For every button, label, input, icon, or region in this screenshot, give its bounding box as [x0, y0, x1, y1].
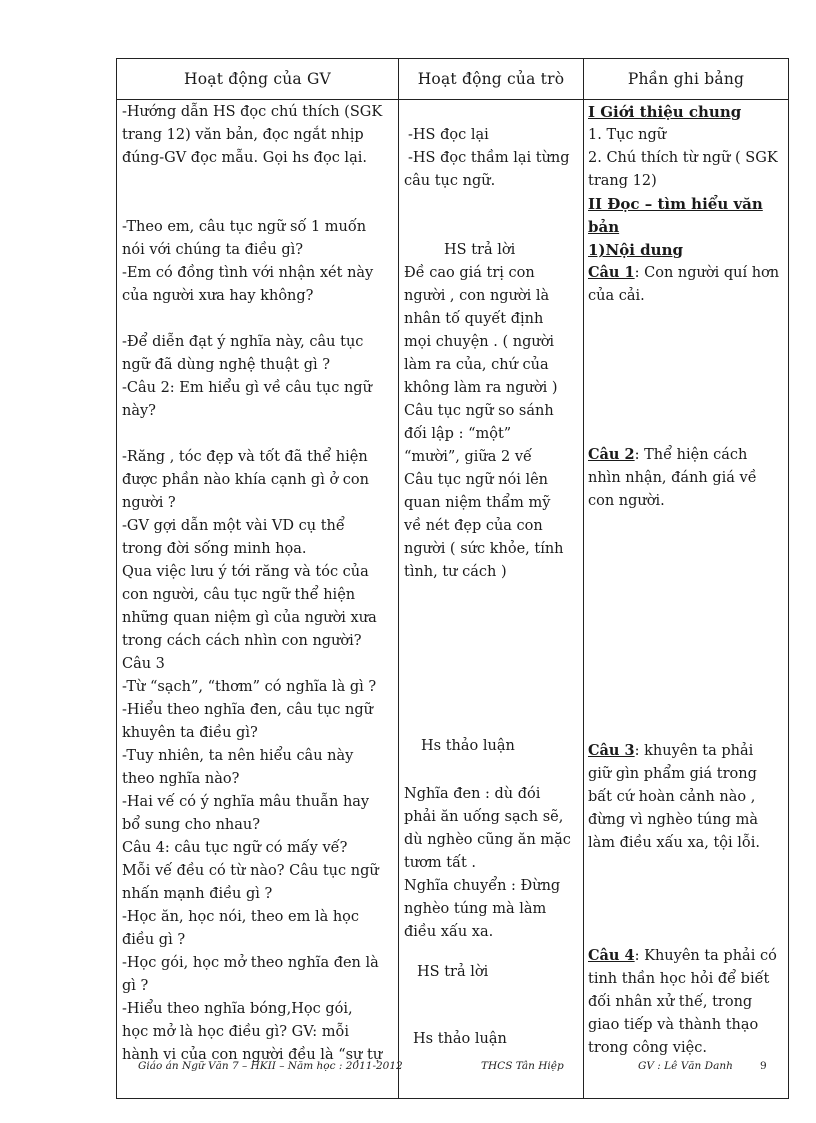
- note-cau3: [588, 741, 753, 761]
- student-line: dù nghèo cũng ăn mặc: [404, 832, 571, 848]
- teacher-line: học mở là học điều gì? GV: mỗi: [122, 1024, 350, 1040]
- note-line: trong công việc.: [588, 1040, 707, 1056]
- content-title: 1)Nội dung: [588, 241, 683, 259]
- note-line: 2. Chú thích từ ngữ ( SGK: [588, 150, 778, 166]
- footer-school: THCS Tân Hiệp: [481, 1060, 564, 1072]
- note-line: nhìn nhận, đánh giá về: [588, 470, 757, 486]
- teacher-line: ngữ đã dùng nghệ thuật gì ?: [122, 357, 330, 373]
- cau1-label: Câu 1: [588, 264, 635, 281]
- note-line: con người.: [588, 493, 665, 509]
- teacher-line: khuyên ta điều gì?: [122, 725, 258, 741]
- student-line: HS trả lời: [417, 964, 489, 980]
- teacher-line: người ?: [122, 495, 176, 511]
- cau1-text: : Con người quí hơn: [634, 265, 780, 281]
- teacher-line: Qua việc lưu ý tới răng và tóc của: [122, 564, 369, 580]
- teacher-line: -Học gói, học mở theo nghĩa đen là: [122, 955, 379, 971]
- note-line: đừng vì nghèo túng mà: [588, 812, 758, 828]
- teacher-line: điều gì ?: [122, 932, 186, 948]
- teacher-line: -Răng , tóc đẹp và tốt đã thể hiện: [122, 449, 368, 465]
- footer-lesson-info: Giáo án Ngữ Văn 7 – HKII – Năm học : 2011-2012: [138, 1060, 403, 1072]
- teacher-line: Câu 4: câu tục ngữ có mấy vế?: [122, 840, 348, 856]
- teacher-line: này?: [122, 403, 156, 419]
- teacher-line: con người, câu tục ngữ thể hiện: [122, 587, 356, 603]
- footer-teacher: GV : Lê Văn Danh: [638, 1060, 733, 1072]
- section-intro-title: I Giới thiệu chung: [588, 103, 742, 121]
- student-line: tình, tư cách ): [404, 564, 507, 580]
- student-line: nghèo túng mà làm: [404, 901, 547, 917]
- student-line: Câu tục ngữ nói lên: [404, 472, 549, 488]
- section-reading-title-cont: bản: [588, 218, 620, 236]
- lesson-plan-table: [116, 58, 789, 1099]
- board-notes-column: [584, 100, 788, 1098]
- teacher-line: Mỗi vế đều có từ nào? Câu tục ngữ: [122, 863, 379, 879]
- teacher-line: Câu 3: [122, 656, 165, 672]
- note-line: bất cứ hoàn cảnh nào ,: [588, 789, 756, 805]
- student-line: không làm ra người ): [404, 380, 558, 396]
- teacher-line: gì ?: [122, 978, 149, 994]
- note-line: trang 12): [588, 173, 657, 189]
- teacher-line: -Theo em, câu tục ngữ số 1 muốn: [122, 219, 367, 235]
- student-line: Nghĩa chuyển : Đừng: [404, 878, 561, 894]
- teacher-line: -Để diễn đạt ý nghĩa này, câu tục: [122, 334, 364, 350]
- note-cau4: [588, 946, 777, 966]
- student-line: đối lập : “một”: [404, 426, 512, 442]
- teacher-activity-cell: [117, 100, 399, 1099]
- student-line: -HS đọc lại: [408, 127, 489, 143]
- cau3-text: : khuyên ta phải: [634, 743, 754, 759]
- table-body-row: [117, 100, 789, 1099]
- teacher-line: -Hướng dẫn HS đọc chú thích (SGK: [122, 104, 383, 120]
- teacher-line: được phần nào khía cạnh gì ở con: [122, 472, 369, 488]
- note-cau1: [588, 263, 779, 283]
- student-line: Hs thảo luận: [421, 738, 515, 754]
- cau3-label: Câu 3: [588, 742, 635, 759]
- header-board-notes: Phần ghi bảng: [584, 59, 789, 100]
- student-line: HS trả lời: [444, 242, 516, 258]
- teacher-line: trong đời sống minh họa.: [122, 541, 307, 557]
- student-line: về nét đẹp của con: [404, 518, 543, 534]
- cau4-text: : Khuyên ta phải có: [634, 948, 777, 964]
- student-line: người ( sức khỏe, tính: [404, 541, 564, 557]
- header-teacher-activity: Hoạt động của GV: [117, 59, 399, 100]
- student-line: làm ra của, chứ của: [404, 357, 549, 373]
- teacher-line: hành vi của con người đều là “sự tự: [122, 1047, 383, 1063]
- student-line: -HS đọc thầm lại từng: [408, 150, 570, 166]
- teacher-line: trong cách cách nhìn con người?: [122, 633, 362, 649]
- teacher-line: -Câu 2: Em hiểu gì về câu tục ngữ: [122, 380, 372, 396]
- section-reading-title: II Đọc – tìm hiểu văn: [588, 195, 763, 213]
- teacher-line: -Học ăn, học nói, theo em là học: [122, 909, 360, 925]
- teacher-line: trang 12) văn bản, đọc ngắt nhịp: [122, 127, 364, 143]
- student-line: “mười”, giữa 2 vế: [404, 449, 532, 465]
- teacher-line: những quan niệm gì của người xưa: [122, 610, 377, 626]
- teacher-line: bổ sung cho nhau?: [122, 817, 261, 833]
- board-notes-cell: [584, 100, 789, 1099]
- student-line: quan niệm thẩm mỹ: [404, 495, 551, 511]
- teacher-line: đúng-GV đọc mẫu. Gọi hs đọc lại.: [122, 150, 367, 166]
- student-line: phải ăn uống sạch sẽ,: [404, 809, 564, 825]
- teacher-line: -Hai vế có ý nghĩa mâu thuẫn hay: [122, 794, 370, 810]
- note-line: giao tiếp và thành thạo: [588, 1017, 759, 1033]
- note-line: của cải.: [588, 288, 645, 304]
- teacher-line: -Từ “sạch”, “thơm” có nghĩa là gì ?: [122, 679, 377, 695]
- student-activity-column: [399, 100, 583, 1098]
- cau2-label: Câu 2: [588, 446, 635, 463]
- cau2-text: : Thể hiện cách: [634, 447, 748, 463]
- teacher-line: -Tuy nhiên, ta nên hiểu câu này: [122, 748, 354, 764]
- teacher-line: của người xưa hay không?: [122, 288, 314, 304]
- teacher-line: theo nghĩa nào?: [122, 771, 240, 787]
- student-activity-cell: [399, 100, 584, 1099]
- page-number: 9: [760, 1060, 767, 1072]
- student-line: Nghĩa đen : dù đói: [404, 786, 541, 802]
- teacher-line: nhấn mạnh điều gì ?: [122, 886, 273, 902]
- note-line: giữ gìn phẩm giá trong: [588, 766, 757, 782]
- student-line: tươm tất .: [404, 855, 477, 871]
- cau4-label: Câu 4: [588, 947, 635, 964]
- student-line: người , con người là: [404, 288, 550, 304]
- teacher-line: -Hiểu theo nghĩa đen, câu tục ngữ: [122, 702, 373, 718]
- note-line: làm điều xấu xa, tội lỗi.: [588, 835, 761, 851]
- student-line: Đề cao giá trị con: [404, 265, 535, 281]
- student-line: nhân tố quyết định: [404, 311, 544, 327]
- table-header-row: [117, 59, 789, 100]
- teacher-line: nói với chúng ta điều gì?: [122, 242, 304, 258]
- student-line: Hs thảo luận: [413, 1031, 507, 1047]
- teacher-line: -GV gợi dẫn một vài VD cụ thể: [122, 518, 345, 534]
- note-line: đối nhân xử thế, trong: [588, 994, 753, 1010]
- teacher-line: -Hiểu theo nghĩa bóng,Học gói,: [122, 1001, 353, 1017]
- note-cau2: [588, 445, 747, 465]
- student-line: mọi chuyện . ( người: [404, 334, 555, 350]
- note-line: 1. Tục ngữ: [588, 127, 667, 143]
- student-line: Câu tục ngữ so sánh: [404, 403, 554, 419]
- teacher-activity-column: [117, 100, 398, 1098]
- note-line: tinh thần học hỏi để biết: [588, 971, 770, 987]
- teacher-line: -Em có đồng tình với nhận xét này: [122, 265, 374, 281]
- header-student-activity: Hoạt động của trò: [399, 59, 584, 100]
- student-line: điều xấu xa.: [404, 924, 494, 940]
- student-line: câu tục ngữ.: [404, 173, 496, 189]
